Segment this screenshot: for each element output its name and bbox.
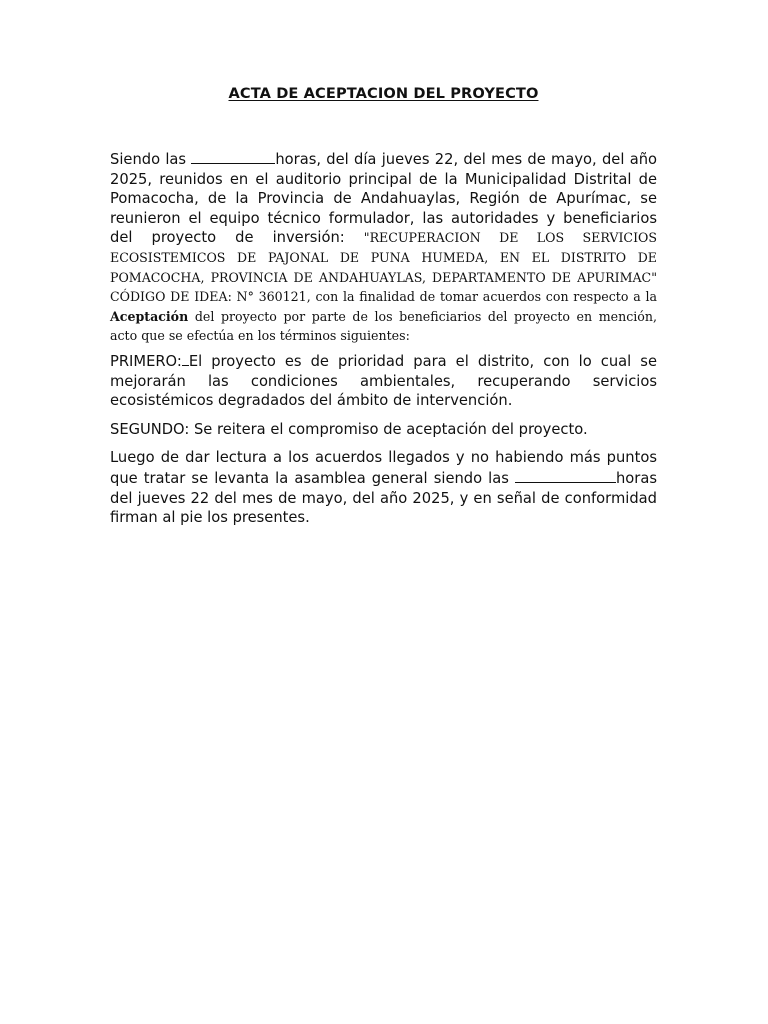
closing-time-blank-line xyxy=(515,468,616,483)
time-blank-line xyxy=(191,149,275,164)
project-name-text: "RECUPERACION DE LOS SERVICIOS ECOSISTEMICOS DE PAJONAL DE PUNA HUMEDA, EN EL DISTRITO DE POMACOCHA, PROVINCIA DE ANDAHUAYLAS, DEPARTAMENTO DE APURIMAC" CÓDIGO DE IDEA: N° 360121, con la finalidad de tomar acuerdos con respecto a la xyxy=(110,230,657,305)
document-body xyxy=(110,84,657,528)
primero-paragraph xyxy=(110,351,657,411)
segundo-paragraph: SEGUNDO: Se reitera el compromiso de aceptación del proyecto. xyxy=(110,420,588,438)
closing-paragraph xyxy=(110,448,657,527)
intro-text-start: Siendo las xyxy=(110,151,192,168)
document-title: ACTA DE ACEPTACION DEL PROYECTO xyxy=(228,85,539,102)
closing-text-start: Luego de dar lectura a los acuerdos llegados y no habiendo más puntos que tratar se levanta la asamblea general siendo las xyxy=(110,449,657,487)
closing-text-end: horas del jueves 22 del mes de mayo, del año 2025, y en señal de conformidad firman al pie los presentes. xyxy=(110,469,657,527)
intro-text-main: horas, del día jueves 22, del mes de mayo, del año 2025, reunidos en el auditorio principal de la Municipalidad Distrital de Pomacocha, de la Provincia de Andahuaylas, Región de Apurímac, se reunieron el equipo técnico formulador, las autoridades y beneficiarios del proyecto de inversión: xyxy=(110,151,657,247)
intro-paragraph xyxy=(110,149,657,346)
primero-text: El proyecto es de prioridad para el distrito, con lo cual se mejorarán las condiciones ambientales, recuperando servicios ecosistémicos degradados del ámbito de intervención. xyxy=(110,352,657,410)
primero-label: PRIMERO: xyxy=(110,352,182,370)
primero-underscore-line xyxy=(182,351,189,366)
intro-text-end: del proyecto por parte de los beneficiarios del proyecto en mención, acto que se efectúa en los términos siguientes: xyxy=(110,308,657,344)
aceptacion-bold-text: Aceptación xyxy=(110,308,189,324)
